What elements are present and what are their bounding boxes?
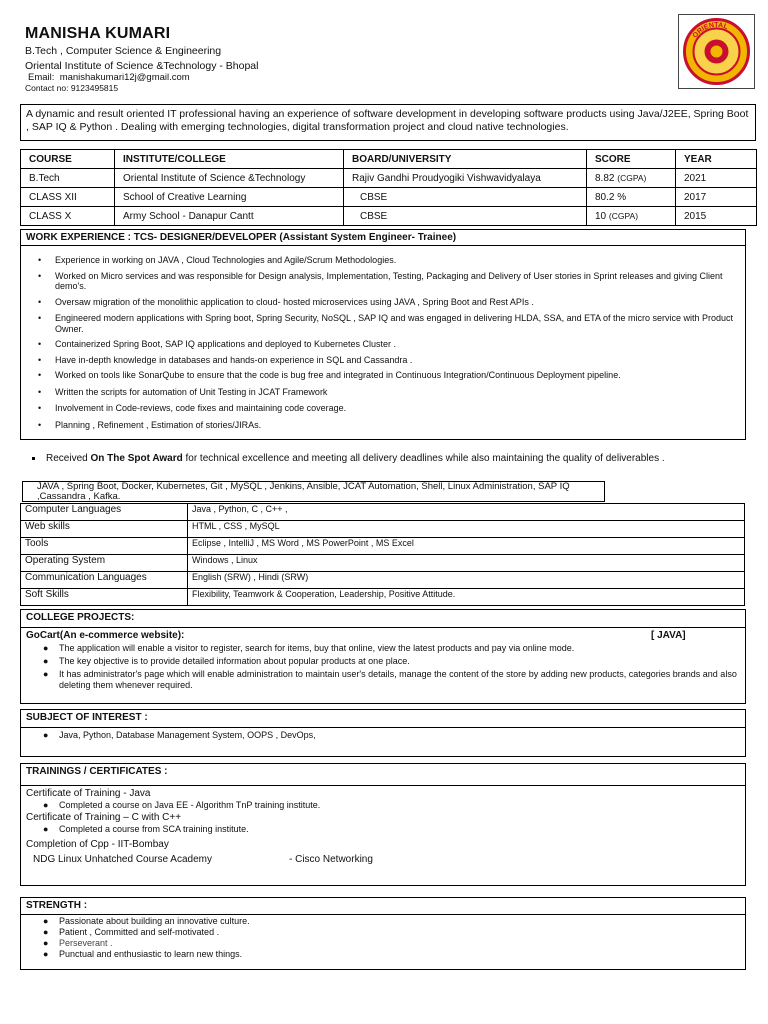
score-unit: (CGPA) (617, 172, 647, 183)
score-value: 10 (595, 210, 607, 222)
list-item: ● The application will enable a visitor to register, search for items, buy that online, view the latest products and pay via online mode. (43, 643, 575, 653)
list-item: • Worked on Micro services and was responsible for Design analysis, Implementation, Testing, Packaging and Delivery of User stories in Sprint releases and giving Client demo's. (38, 270, 723, 291)
table-row (21, 169, 757, 188)
list-item: ● It has administrator's page which will enable administration to maintain user's details, manage the content of the store by adding new products, categories brands and also deleting them whenever required. (43, 669, 737, 690)
email-line (28, 72, 190, 83)
table-row (21, 589, 745, 606)
logo-text: ORIENTAL (691, 21, 729, 40)
list-item: • Oversaw migration of the monolithic application to cloud- hosted microservices using JAVA , Spring Boot and Rest APIs . (38, 296, 534, 307)
col-institute: INSTITUTE/COLLEGE (115, 150, 344, 169)
trainings-title: TRAININGS / CERTIFICATES : (21, 764, 745, 786)
course-cell: CLASS X (21, 207, 115, 226)
summary: A dynamic and result oriented IT professional having an experience of software development in developing software products using Java/J2EE, Spring Boot , SAP IQ & Python . Dealing with emerging technologies, digital transformation project and cloud native technologies. (20, 104, 756, 141)
list-item: • Have in-depth knowledge in databases and hands-on experience in SQL and Cassandra . (38, 354, 413, 365)
skills-table (20, 503, 745, 606)
subject-of-interest-title: SUBJECT OF INTEREST : (21, 710, 745, 728)
list-item: • Engineered modern applications with Spring boot, Spring Security, NoSQL , SAP IQ and was engaged in delivering HLDA, SSA, and ETA of the micro service with Product Owner. (38, 313, 734, 334)
college-projects-section (20, 609, 746, 704)
institute: Oriental Institute of Science &Technology - Bhopal (25, 60, 259, 72)
board-cell: CBSE (344, 207, 587, 226)
skill-label: Operating System (21, 555, 188, 572)
col-course: COURSE (21, 150, 115, 169)
list-item: • Experience in working on JAVA , Cloud Technologies and Agile/Scrum Methodologies. (38, 255, 397, 265)
col-board: BOARD/UNIVERSITY (344, 150, 587, 169)
table-row (21, 538, 745, 555)
list-item: • Planning , Refinement , Estimation of stories/JIRAs. (38, 419, 262, 430)
certificate-c: Certificate of Training – C with C++ (26, 812, 182, 823)
certificate-c-details (21, 824, 745, 835)
skill-value: English (SRW) , Hindi (SRW) (188, 572, 745, 589)
course-cell: B.Tech (21, 169, 115, 188)
college-projects-title: COLLEGE PROJECTS: (21, 610, 745, 628)
college-logo (678, 14, 755, 89)
list-item: ● Java, Python, Database Management System, OOPS , DevOps, (43, 730, 316, 740)
education-table (20, 149, 757, 226)
table-row (21, 521, 745, 538)
list-item: ● Patient , Committed and self-motivated . (43, 927, 220, 937)
candidate-name: MANISHA KUMARI (25, 25, 171, 42)
institute-cell: School of Creative Learning (115, 188, 344, 207)
score-cell (587, 169, 676, 188)
project-tech: [ JAVA] (651, 630, 686, 641)
subject-of-interest-section (20, 709, 746, 757)
college-seal-icon (679, 15, 754, 88)
institute-cell: Army School - Danapur Cantt (115, 207, 344, 226)
award-name: On The Spot Award (90, 453, 183, 464)
certificate-java-details (21, 800, 745, 811)
list-item: • Involvement in Code-reviews, code fixes and maintaining code coverage. (38, 403, 347, 413)
score-cell (587, 188, 676, 207)
table-row (21, 207, 757, 226)
list-item: • Worked on tools like SonarQube to ensure that the code is bug free and integrated in Continuous Integration/Continuous Deployment pipeline. (38, 370, 621, 380)
list-item: ● Punctual and enthusiastic to learn new things. (43, 949, 243, 959)
col-score: SCORE (587, 150, 676, 169)
skill-label: Soft Skills (21, 589, 188, 606)
score-cell (587, 207, 676, 226)
skill-value: Flexibility, Teamwork & Cooperation, Leadership, Positive Attitude. (188, 589, 745, 606)
certificate-linux: NDG Linux Unhatched Course Academy - Cisco Networking (33, 854, 373, 865)
year-cell: 2021 (676, 169, 757, 188)
contact-number: Contact no: 9123495815 (25, 83, 119, 93)
list-item: ● The key objective is to provide detailed information about popular products at one place. (43, 656, 410, 666)
score-value: 80.2 % (595, 191, 627, 203)
board-cell: Rajiv Gandhi Proudyogiki Vishwavidyalaya (344, 169, 587, 188)
list-item: ● Perseverant . (43, 938, 113, 948)
year-cell: 2017 (676, 188, 757, 207)
skill-value: Java , Python, C , C++ , (188, 504, 745, 521)
work-experience-list (21, 255, 745, 430)
tools-summary: JAVA , Spring Boot, Docker, Kubernetes, Git , MySQL , Jenkins, Ansible, JCAT Automation, Shell, Linux Administration, SAP IQ ,Cassandra , Kafka. (22, 481, 605, 502)
list-item: • Containerized Spring Boot, SAP IQ applications and deployed to Kubernetes Cluster . (38, 339, 397, 349)
strength-section (20, 897, 746, 970)
project-heading (21, 628, 745, 643)
email-address: manishakumari12j@gmail.com (59, 72, 190, 83)
table-row (21, 572, 745, 589)
score-value: 8.82 (595, 172, 615, 184)
interest-list (21, 730, 745, 741)
skill-label: Communication Languages (21, 572, 188, 589)
year-cell: 2015 (676, 207, 757, 226)
work-experience-title: WORK EXPERIENCE : TCS- DESIGNER/DEVELOPER (Assistant System Engineer- Trainee) (21, 230, 745, 246)
table-row (21, 504, 745, 521)
award-line: Received On The Spot Award for technical excellence and meeting all delivery deadlines while also maintaining the quality of deliverables . (36, 453, 665, 464)
certificate-cpp: Completion of Cpp - IIT-Bombay (26, 839, 169, 850)
skill-label: Web skills (21, 521, 188, 538)
table-row (21, 188, 757, 207)
education-header-row (21, 150, 757, 169)
skill-value: HTML , CSS , MySQL (188, 521, 745, 538)
list-item: ● Completed a course on Java EE - Algorithm TnP training institute. (43, 800, 321, 810)
list-item: ● Passionate about building an innovative culture. (43, 916, 250, 926)
course-cell: CLASS XII (21, 188, 115, 207)
score-unit: (CGPA) (608, 210, 639, 221)
project-points (21, 643, 745, 691)
skill-value: Windows , Linux (188, 555, 745, 572)
skill-label: Computer Languages (21, 504, 188, 521)
trainings-section (20, 763, 746, 886)
list-item: ● Completed a course from SCA training institute. (43, 824, 249, 834)
certificate-java: Certificate of Training - Java (26, 788, 151, 799)
board-cell: CBSE (344, 188, 587, 207)
table-row (21, 555, 745, 572)
email-label: Email: (28, 72, 55, 83)
skill-label: Tools (21, 538, 188, 555)
work-experience-section (20, 229, 746, 440)
degree: B.Tech , Computer Science & Engineering (25, 45, 222, 57)
skill-value: Eclipse , IntelliJ , MS Word , MS PowerPoint , MS Excel (188, 538, 745, 555)
project-name: GoCart(An e-commerce website): (26, 630, 185, 641)
strength-title: STRENGTH : (21, 898, 745, 915)
strength-list (21, 916, 745, 960)
col-year: YEAR (676, 150, 757, 169)
square-bullet-icon (32, 457, 35, 460)
institute-cell: Oriental Institute of Science &Technology (115, 169, 344, 188)
list-item: • Written the scripts for automation of Unit Testing in JCAT Framework (38, 386, 328, 397)
